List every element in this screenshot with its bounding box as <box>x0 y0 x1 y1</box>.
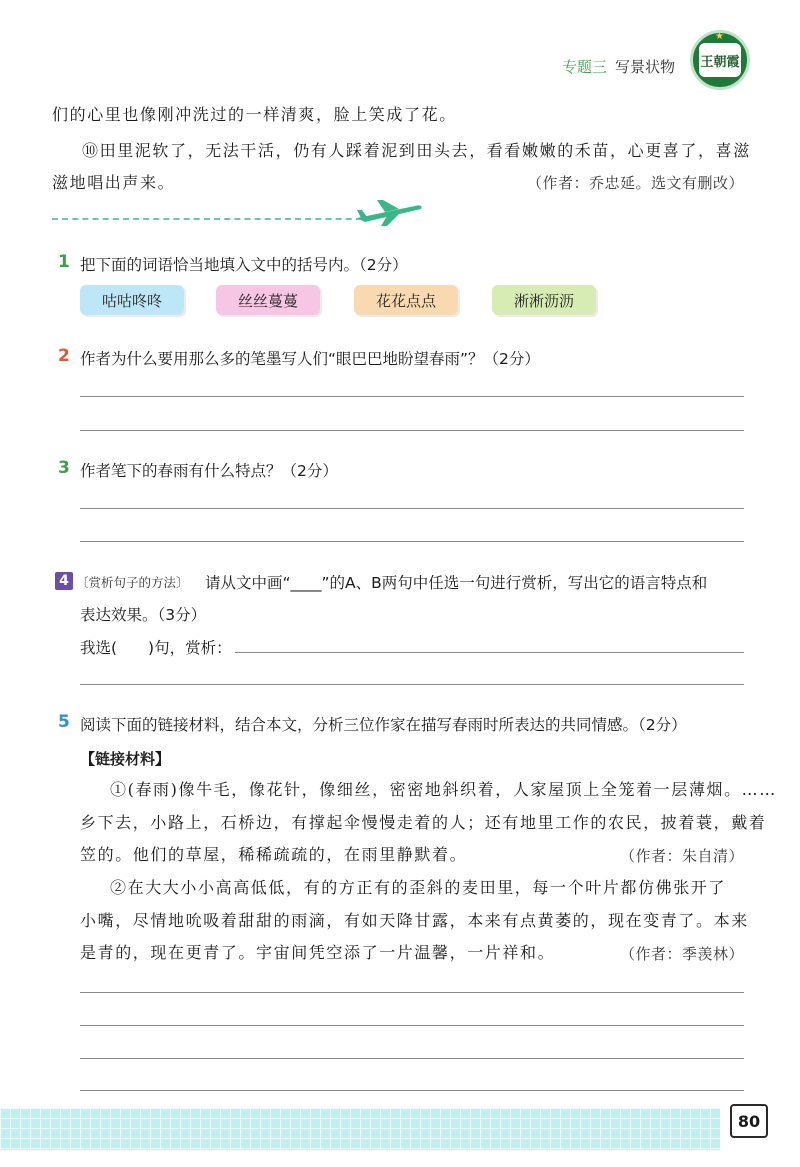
material-2-source: （作者：季羡林） <box>619 945 744 963</box>
q3-text: 作者笔下的春雨有什么特点？（2分） <box>80 462 338 480</box>
q5-answer-line-1[interactable] <box>80 992 744 993</box>
material-1-line-2: 乡下去，小路上，石桥边，有撑起伞慢慢走着的人；还有地里工作的农民，披着蓑，戴着 <box>80 813 767 832</box>
word-chip-2: 丝丝蔓蔓 <box>216 285 320 315</box>
passage-source: （作者：乔忠延。选文有删改） <box>526 174 744 192</box>
q4-answer-line-2[interactable] <box>80 684 744 685</box>
q4-text-continued: 表达效果。（3分） <box>80 606 207 624</box>
publisher-logo <box>690 30 750 90</box>
material-2-line-2: 小嘴，尽情地吮吸着甜甜的雨滴，有如天降甘露，本来有点黄萎的，现在变青了。本来 <box>80 911 749 930</box>
material-1-line-3: 笠的。他们的草屋，稀稀疏疏的，在雨里静默着。 <box>80 845 468 864</box>
topic-title: 写景状物 <box>614 58 675 76</box>
q4-number: 4 <box>55 572 73 590</box>
link-material-title: 【链接材料】 <box>80 750 171 768</box>
passage-line-2: ⑩田里泥软了，无法干活，仍有人踩着泥到田头去，看看嫩嫩的禾苗，心更喜了，喜滋 <box>82 141 751 160</box>
q5-number: 5 <box>58 712 70 732</box>
q3-answer-line-1[interactable] <box>80 508 744 509</box>
q5-text: 阅读下面的链接材料，结合本文，分析三位作家在描写春雨时所表达的共同情感。（2分） <box>80 716 687 734</box>
q2-answer-line-1[interactable] <box>80 396 744 397</box>
passage-line-3: 滋地唱出声来。 <box>52 173 176 192</box>
q1-text: 把下面的词语恰当地填入文中的括号内。（2分） <box>80 256 408 274</box>
q4-text: 请从文中画“____”的A、B两句中任选一句进行赏析，写出它的语言特点和 <box>205 574 708 592</box>
topic-label: 专题三 <box>561 58 607 76</box>
footer-grid-band <box>0 1108 720 1150</box>
material-1-source: （作者：朱自清） <box>619 847 744 865</box>
logo-text: 王朝霞 <box>699 43 741 77</box>
material-2-line-3: 是青的，现在更青了。宇宙间凭空添了一片温馨，一片祥和。 <box>80 943 556 962</box>
material-1-line-1: ①(春雨)像牛毛，像花针，像细丝，密密地斜织着，人家屋顶上全笼着一层薄烟。…… <box>110 780 777 799</box>
q4-answer-line-1[interactable] <box>235 652 744 653</box>
q3-answer-line-2[interactable] <box>80 541 744 542</box>
q2-answer-line-2[interactable] <box>80 430 744 431</box>
q5-answer-line-4[interactable] <box>80 1090 744 1091</box>
q1-number: 1 <box>58 252 70 272</box>
word-chip-3: 花花点点 <box>354 285 458 315</box>
q5-answer-line-2[interactable] <box>80 1025 744 1026</box>
star-icon: ★ <box>715 31 724 42</box>
page-number: 80 <box>730 1104 768 1138</box>
q4-answer-prefix: 我选( )句，赏析： <box>80 639 232 657</box>
q2-number: 2 <box>58 346 70 366</box>
passage-line-1: 们的心里也像刚冲洗过的一样清爽，脸上笑成了花。 <box>52 105 457 124</box>
q4-method-tag: 〔赏析句子的方法〕 <box>76 575 189 590</box>
section-divider <box>52 218 372 220</box>
word-chip-4: 淅淅沥沥 <box>492 285 596 315</box>
header-topic <box>562 56 675 77</box>
word-chip-1: 咕咕咚咚 <box>80 285 184 315</box>
q5-answer-line-3[interactable] <box>80 1058 744 1059</box>
airplane-icon <box>355 198 425 228</box>
q3-number: 3 <box>58 458 70 478</box>
material-2-line-1: ②在大大小小高高低低，有的方正有的歪斜的麦田里，每一个叶片都仿佛张开了 <box>110 878 727 897</box>
q2-text: 作者为什么要用那么多的笔墨写人们“眼巴巴地盼望春雨”？（2分） <box>80 350 540 368</box>
